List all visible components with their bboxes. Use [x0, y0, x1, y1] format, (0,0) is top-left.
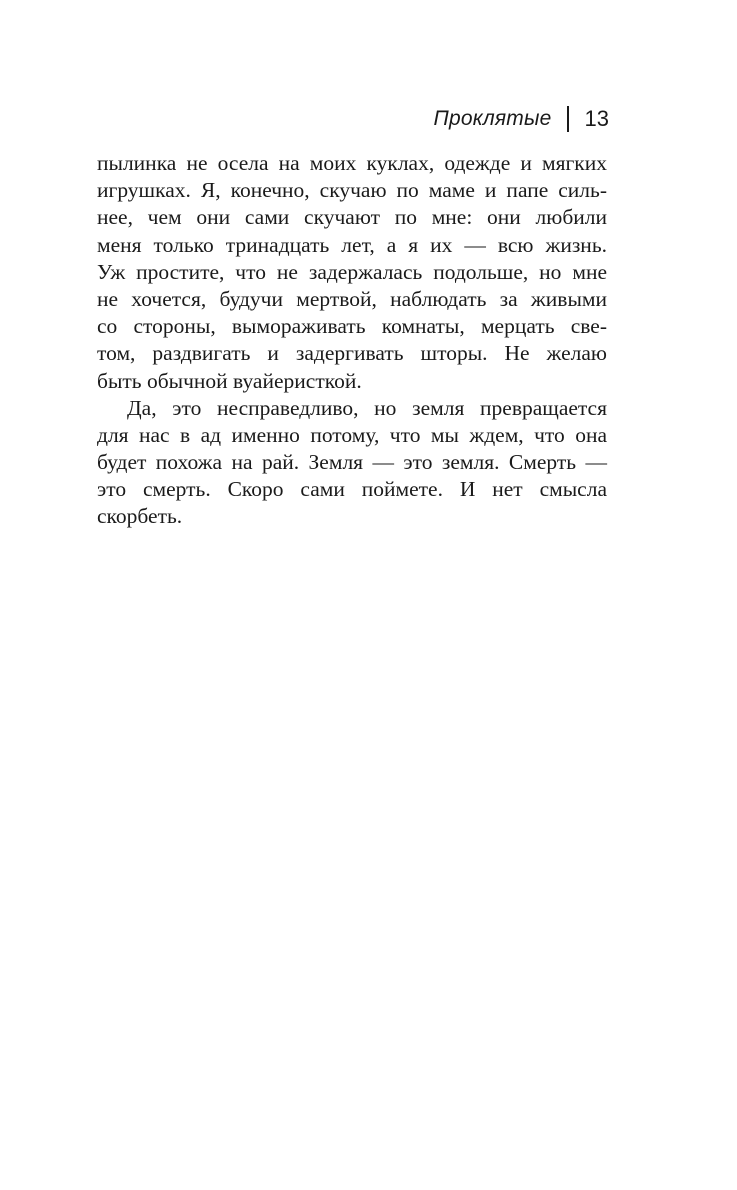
text-line: быть обычной вуайеристкой. — [97, 368, 362, 393]
text-line: будет похожа на рай. Земля — это земля. Смерть — — [97, 450, 607, 475]
text-line: нее, чем они сами скучают по мне: они любили — [97, 205, 607, 230]
text-line: для нас в ад именно потому, что мы ждем, что она — [97, 422, 607, 447]
page-number: 13 — [584, 106, 609, 131]
text-line: скорбеть. — [97, 504, 183, 529]
running-header — [434, 104, 609, 134]
text-line: том, раздвигать и задергивать шторы. Не желаю — [97, 341, 607, 366]
running-title: Проклятые — [433, 107, 552, 130]
text-line: меня только тринадцать лет, а я их — всю жизнь. — [97, 232, 607, 257]
paragraph-1 — [97, 150, 607, 395]
text-line: со стороны, вымораживать комнаты, мерцать све- — [97, 314, 607, 339]
paragraph-2 — [97, 395, 607, 531]
text-line: пылинка не осела на моих куклах, одежде и мягких — [97, 151, 607, 175]
text-line: Уж простите, что не задержалась подольше, но мне — [97, 259, 607, 284]
text-line: не хочется, будучи мертвой, наблюдать за живыми — [97, 286, 607, 311]
header-divider — [567, 106, 569, 132]
body-text — [97, 150, 607, 531]
text-line: игрушках. Я, конечно, скучаю по маме и папе силь- — [97, 178, 607, 203]
text-line: это смерть. Скоро сами поймете. И нет смысла — [97, 477, 607, 502]
text-line: Да, это несправедливо, но земля превращается — [127, 395, 607, 420]
